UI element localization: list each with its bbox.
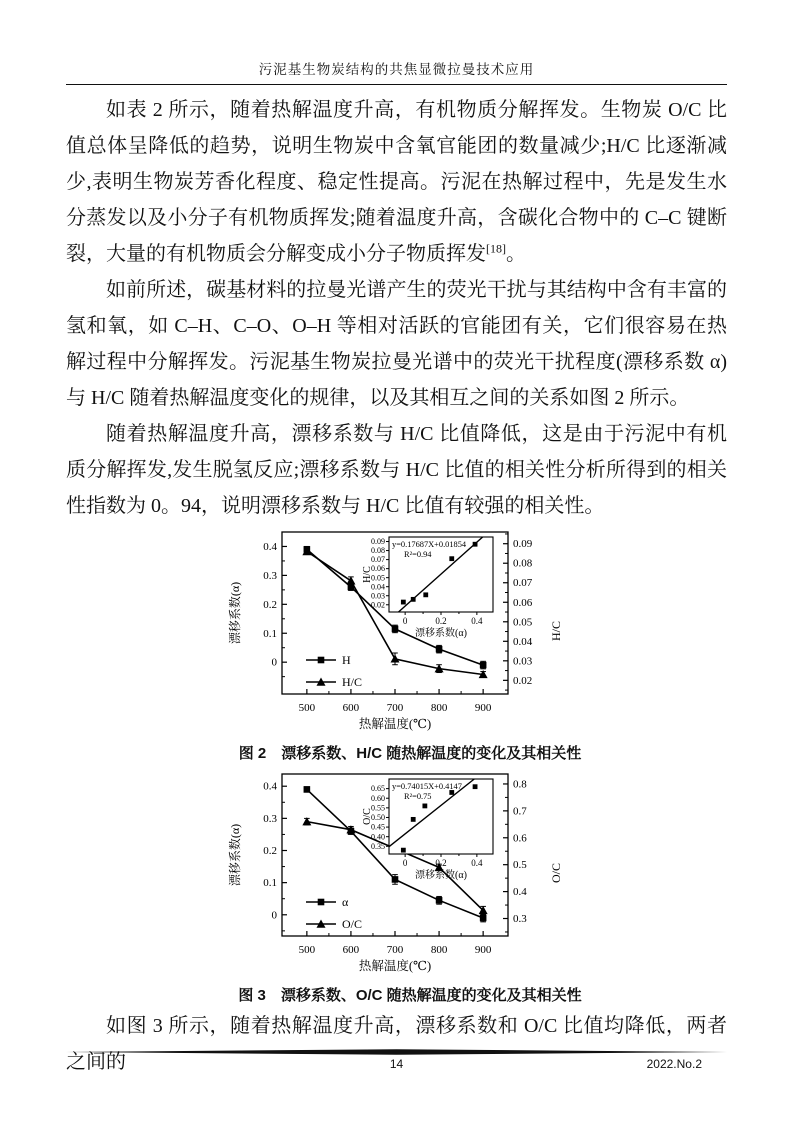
svg-text:O/C: O/C: [362, 808, 373, 825]
svg-text:0: 0: [271, 656, 277, 669]
svg-text:0.1: 0.1: [263, 627, 277, 640]
svg-text:0.2: 0.2: [435, 858, 447, 868]
svg-text:900: 900: [474, 702, 492, 714]
svg-text:y=0.17687X+0.01854: y=0.17687X+0.01854: [392, 540, 467, 549]
svg-text:0.7: 0.7: [513, 805, 527, 818]
svg-text:R²=0.94: R²=0.94: [404, 550, 432, 559]
svg-text:0.2: 0.2: [263, 845, 277, 857]
svg-text:0.2: 0.2: [263, 598, 277, 611]
svg-text:α: α: [342, 895, 349, 909]
svg-text:漂移系数(α): 漂移系数(α): [415, 870, 467, 881]
svg-text:0.07: 0.07: [371, 555, 385, 565]
figure-2: [226, 526, 594, 766]
svg-text:800: 800: [430, 944, 448, 956]
svg-text:漂移系数(α): 漂移系数(α): [228, 823, 242, 887]
svg-text:0: 0: [271, 909, 277, 922]
footer-rule: [66, 1049, 727, 1056]
paragraph-3: 随着热解温度升高，漂移系数与 H/C 比值降低，这是由于污泥中有机质分解挥发,发生脱氢反应;漂移系数与 H/C 比值的相关性分析所得到的相关性指数为 0。94，说明漂移系数与 H/C 比值有较强的相关性。: [66, 423, 727, 517]
paragraph-1-end: 。: [506, 243, 526, 265]
svg-text:0.2: 0.2: [435, 616, 447, 626]
svg-text:0.04: 0.04: [513, 635, 533, 648]
citation-ref-18: [18]: [486, 241, 506, 256]
svg-text:0.03: 0.03: [371, 591, 385, 601]
svg-text:0: 0: [402, 858, 408, 868]
svg-text:0.5: 0.5: [513, 859, 527, 872]
svg-text:H/C: H/C: [362, 566, 373, 583]
svg-text:0.4: 0.4: [263, 540, 277, 553]
svg-text:0: 0: [402, 616, 408, 626]
svg-text:0.65: 0.65: [371, 784, 385, 794]
header-rule: [66, 84, 727, 85]
svg-text:600: 600: [342, 702, 360, 714]
svg-text:0.35: 0.35: [371, 841, 385, 851]
svg-text:热解温度(℃): 热解温度(℃): [358, 959, 432, 973]
page-number: 14: [389, 1057, 404, 1071]
figure-3-chart: [226, 768, 594, 983]
svg-text:0.07: 0.07: [513, 577, 533, 590]
svg-text:R²=0.75: R²=0.75: [404, 792, 432, 801]
page-body: [66, 92, 727, 1080]
svg-text:0.3: 0.3: [263, 812, 277, 825]
svg-text:0.02: 0.02: [371, 600, 385, 610]
svg-text:600: 600: [342, 944, 360, 956]
svg-text:漂移系数(α): 漂移系数(α): [228, 581, 242, 645]
paragraph-2: 如前所述，碳基材料的拉曼光谱产生的荧光干扰与其结构中含有丰富的氢和氧，如 C–H、C–O、O–H 等相对活跃的官能团有关，它们很容易在热解过程中分解挥发。污泥基生物炭拉曼光谱中的荧光干扰程度(漂移系数 α)与 H/C 随着热解温度变化的规律，以及其相互之间的关系如图 2 所示。: [66, 279, 727, 409]
svg-text:0.09: 0.09: [371, 537, 385, 547]
svg-text:0.55: 0.55: [371, 803, 385, 813]
issue-label: 2022.No.2: [646, 1057, 702, 1071]
paragraph-4: 如图 3 所示，随着热解温度升高，漂移系数和 O/C 比值均降低，两者之间的: [66, 1015, 727, 1073]
paragraph-1-text: 如表 2 所示，随着热解温度升高，有机物质分解挥发。生物炭 O/C 比值总体呈降低的趋势，说明生物炭中含氧官能团的数量减少;H/C 比逐渐减少,表明生物炭芳香化程度、稳定性提高。污泥在热解过程中，先是发生水分蒸发以及小分子有机物质挥发;随着温度升高，含碳化合物中的 C–C 键断裂，大量的有机物质会分解变成小分子物质挥发: [66, 99, 727, 265]
svg-text:0.6: 0.6: [513, 832, 527, 845]
svg-text:H: H: [342, 653, 351, 667]
svg-text:H/C: H/C: [342, 675, 363, 689]
svg-text:漂移系数(α): 漂移系数(α): [415, 628, 467, 639]
svg-text:H/C: H/C: [549, 620, 563, 642]
svg-text:900: 900: [474, 944, 492, 956]
svg-text:700: 700: [386, 944, 404, 956]
svg-text:0.08: 0.08: [371, 546, 385, 556]
svg-text:0.03: 0.03: [513, 655, 533, 668]
svg-text:0.09: 0.09: [513, 538, 533, 551]
svg-text:0.05: 0.05: [513, 616, 533, 629]
svg-text:0.40: 0.40: [371, 832, 385, 842]
svg-text:0.45: 0.45: [371, 822, 385, 832]
svg-text:0.3: 0.3: [263, 569, 277, 582]
svg-text:0.08: 0.08: [513, 557, 533, 570]
svg-text:热解温度(℃): 热解温度(℃): [358, 717, 432, 731]
svg-text:0.8: 0.8: [513, 778, 527, 791]
svg-text:0.02: 0.02: [513, 674, 533, 687]
svg-text:0.05: 0.05: [371, 573, 385, 583]
svg-text:0.4: 0.4: [471, 858, 483, 868]
svg-text:0.60: 0.60: [371, 793, 385, 803]
svg-text:0.06: 0.06: [371, 564, 385, 574]
figure-3-caption: 图 3 漂移系数、O/C 随热解温度的变化及其相关性: [238, 987, 582, 1004]
svg-text:0.06: 0.06: [513, 596, 533, 609]
svg-text:O/C: O/C: [549, 862, 563, 884]
svg-text:0.1: 0.1: [263, 877, 277, 890]
svg-text:500: 500: [298, 944, 316, 956]
svg-text:0.50: 0.50: [371, 813, 385, 823]
svg-text:0.04: 0.04: [371, 582, 385, 592]
svg-text:800: 800: [430, 702, 448, 714]
figure-3: [226, 768, 594, 1008]
svg-text:0.3: 0.3: [513, 913, 527, 926]
svg-text:0.4: 0.4: [513, 886, 527, 899]
svg-text:500: 500: [298, 702, 316, 714]
svg-text:0.4: 0.4: [263, 780, 277, 793]
svg-text:700: 700: [386, 702, 404, 714]
running-head-title: 污泥基生物炭结构的共焦显微拉曼技术应用: [258, 62, 535, 77]
svg-text:O/C: O/C: [342, 917, 363, 931]
paragraph-1: [66, 92, 727, 272]
svg-text:0.4: 0.4: [471, 616, 483, 626]
figure-2-caption: 图 2 漂移系数、H/C 随热解温度的变化及其相关性: [238, 745, 582, 762]
figure-2-chart: [226, 526, 594, 741]
svg-text:y=0.74015X+0.4147: y=0.74015X+0.4147: [392, 782, 462, 791]
